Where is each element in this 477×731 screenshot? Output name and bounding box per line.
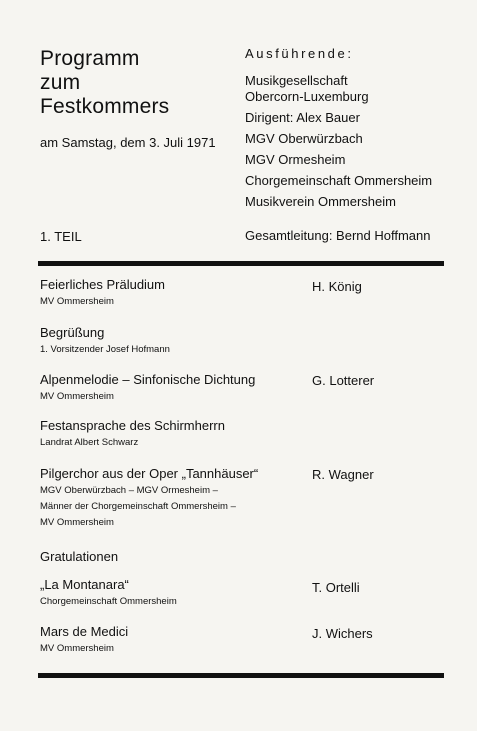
item-title: Festansprache des Schirmherrn	[40, 418, 225, 433]
program-title	[40, 47, 169, 119]
item-title: Begrüßung	[40, 325, 105, 340]
item-title: Mars de Medici	[40, 624, 129, 639]
overall-leadership: Gesamtleitung: Bernd Hoffmann	[245, 228, 431, 243]
performers-block	[245, 45, 432, 211]
part-heading: 1. TEIL	[40, 229, 82, 244]
bottom-divider	[38, 673, 444, 678]
title-line: Programm	[40, 47, 140, 70]
program-item	[40, 624, 128, 654]
program-item	[40, 549, 118, 564]
performer-line: Obercorn-Luxemburg	[245, 89, 369, 104]
top-divider	[38, 261, 444, 266]
performer-line: Dirigent: Alex Bauer	[245, 110, 360, 125]
program-item	[40, 372, 255, 402]
item-performer: MV Ommersheim	[40, 296, 114, 307]
program-item	[40, 577, 177, 607]
program-item	[40, 466, 258, 528]
item-title: Pilgerchor aus der Oper „Tannhäuser“	[40, 466, 259, 481]
item-title: Feierliches Präludium	[40, 277, 165, 292]
item-title: „La Montanara“	[40, 577, 129, 592]
item-title: Alpenmelodie – Sinfonische Dichtung	[40, 372, 256, 387]
title-line: zum	[40, 71, 81, 94]
item-performer: 1. Vorsitzender Josef Hofmann	[40, 344, 170, 355]
title-line: Festkommers	[40, 95, 170, 118]
performer-line: Musikverein Ommersheim	[245, 194, 396, 209]
performer-line: Chorgemeinschaft Ommersheim	[245, 173, 433, 188]
item-performer: Chorgemeinschaft Ommersheim	[40, 596, 177, 607]
composer: H. König	[312, 279, 362, 294]
program-item	[40, 325, 170, 355]
event-date: am Samstag, dem 3. Juli 1971	[40, 135, 216, 150]
performers-heading: Ausführende:	[245, 46, 354, 61]
item-title: Gratulationen	[40, 549, 119, 564]
item-performer: Landrat Albert Schwarz	[40, 437, 139, 448]
item-performer: Männer der Chorgemeinschaft Ommersheim –	[40, 501, 236, 512]
performer-line: MGV Ormesheim	[245, 152, 346, 167]
composer: R. Wagner	[312, 467, 374, 482]
item-performer: MV Ommersheim	[40, 517, 114, 528]
performer-line: Musikgesellschaft	[245, 73, 348, 88]
program-item	[40, 418, 225, 448]
composer: T. Ortelli	[312, 580, 360, 595]
composer: G. Lotterer	[312, 373, 375, 388]
program-item	[40, 277, 165, 307]
item-performer: MV Ommersheim	[40, 391, 114, 402]
item-performer: MGV Oberwürzbach – MGV Ormesheim –	[40, 485, 218, 496]
item-performer: MV Ommersheim	[40, 643, 114, 654]
composer: J. Wichers	[312, 626, 373, 641]
performer-line: MGV Oberwürzbach	[245, 131, 363, 146]
